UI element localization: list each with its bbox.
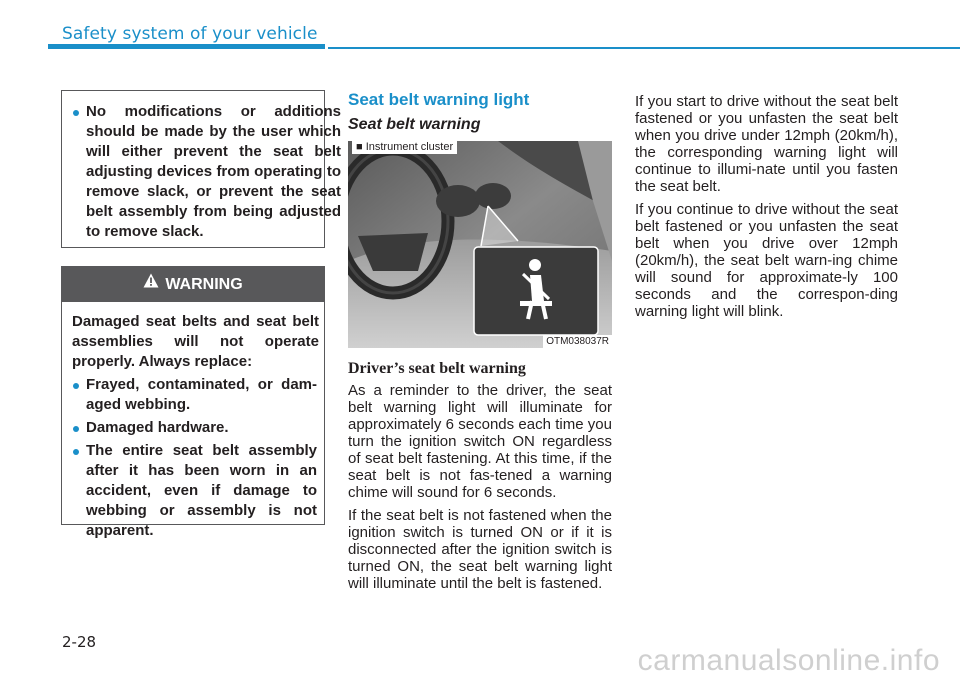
header-rule-thin [328, 47, 960, 49]
main-body [348, 382, 612, 598]
paragraph: If you continue to drive without the seat belt fastened or you unfasten the seat belt when you drive over 12mph (20km/h), the seat belt warn-ing chime will sound for approximate-ly 100 seconds and the correspon-ding warning light will blink. [635, 201, 898, 320]
warning-header [62, 267, 324, 302]
warning-item-text: Damaged hardware. [86, 419, 229, 436]
section-header: Safety system of your vehicle [62, 24, 318, 44]
warning-item [62, 418, 317, 438]
bullet-icon [73, 426, 79, 432]
warning-item-text: The entire seat belt assembly after it has been worn in an accident, even if damage to webbing or assembly is not apparent. [86, 442, 317, 539]
note-item-text: No modifications or additions should be made by the user which will either prevent the seat belt adjusting devices from operating to remove slack, or prevent the seat belt assembly from being adjusted to remove slack. [86, 103, 341, 240]
warning-box [61, 266, 325, 539]
bullet-icon [73, 449, 79, 455]
warning-label: WARNING [165, 276, 243, 293]
sub-title: Seat belt warning [348, 116, 481, 133]
warning-intro: Damaged seat belts and seat belt assemblies will not operate properly. Always replace: [72, 313, 319, 370]
note-box [61, 90, 341, 248]
figure-code: OTM038037R [543, 335, 612, 348]
subsection-heading: Driver’s seat belt warning [348, 360, 526, 377]
warning-item [62, 441, 317, 541]
paragraph: As a reminder to the driver, the seat belt warning light will illuminate for approximately 6 seconds each time you turn the ignition switch ON regardless of seat belt fastening. At this time, if the seat belt is not fas-tened a warning chime will sound for 6 seconds. [348, 382, 612, 501]
right-body [635, 93, 898, 326]
note-item [62, 102, 341, 242]
warning-list [62, 375, 317, 544]
dashboard-illustration [348, 141, 612, 348]
warning-item-text: Frayed, contaminated, or dam-aged webbing. [86, 376, 317, 413]
section-title: Seat belt warning light [348, 90, 530, 109]
warning-item [62, 375, 317, 415]
paragraph: If you start to drive without the seat belt fastened or you unfasten the seat belt when you drive under 12mph (20km/h), the corresponding warning light will continue to illumi-nate until you fasten the seat belt. [635, 93, 898, 195]
header-rule-thick [48, 44, 325, 49]
instrument-cluster-figure [348, 141, 612, 348]
watermark: carmanualsonline.info [637, 644, 940, 677]
bullet-icon [73, 110, 79, 116]
bullet-icon [73, 383, 79, 389]
figure-label: ■ Instrument cluster [352, 141, 457, 154]
page-number: 2-28 [62, 633, 97, 651]
paragraph: If the seat belt is not fastened when the ignition switch is turned ON or if it is disconnected after the ignition switch is turned ON, the seat belt warning light will illuminate until the belt is fastened. [348, 507, 612, 592]
warning-triangle-icon [143, 266, 159, 301]
